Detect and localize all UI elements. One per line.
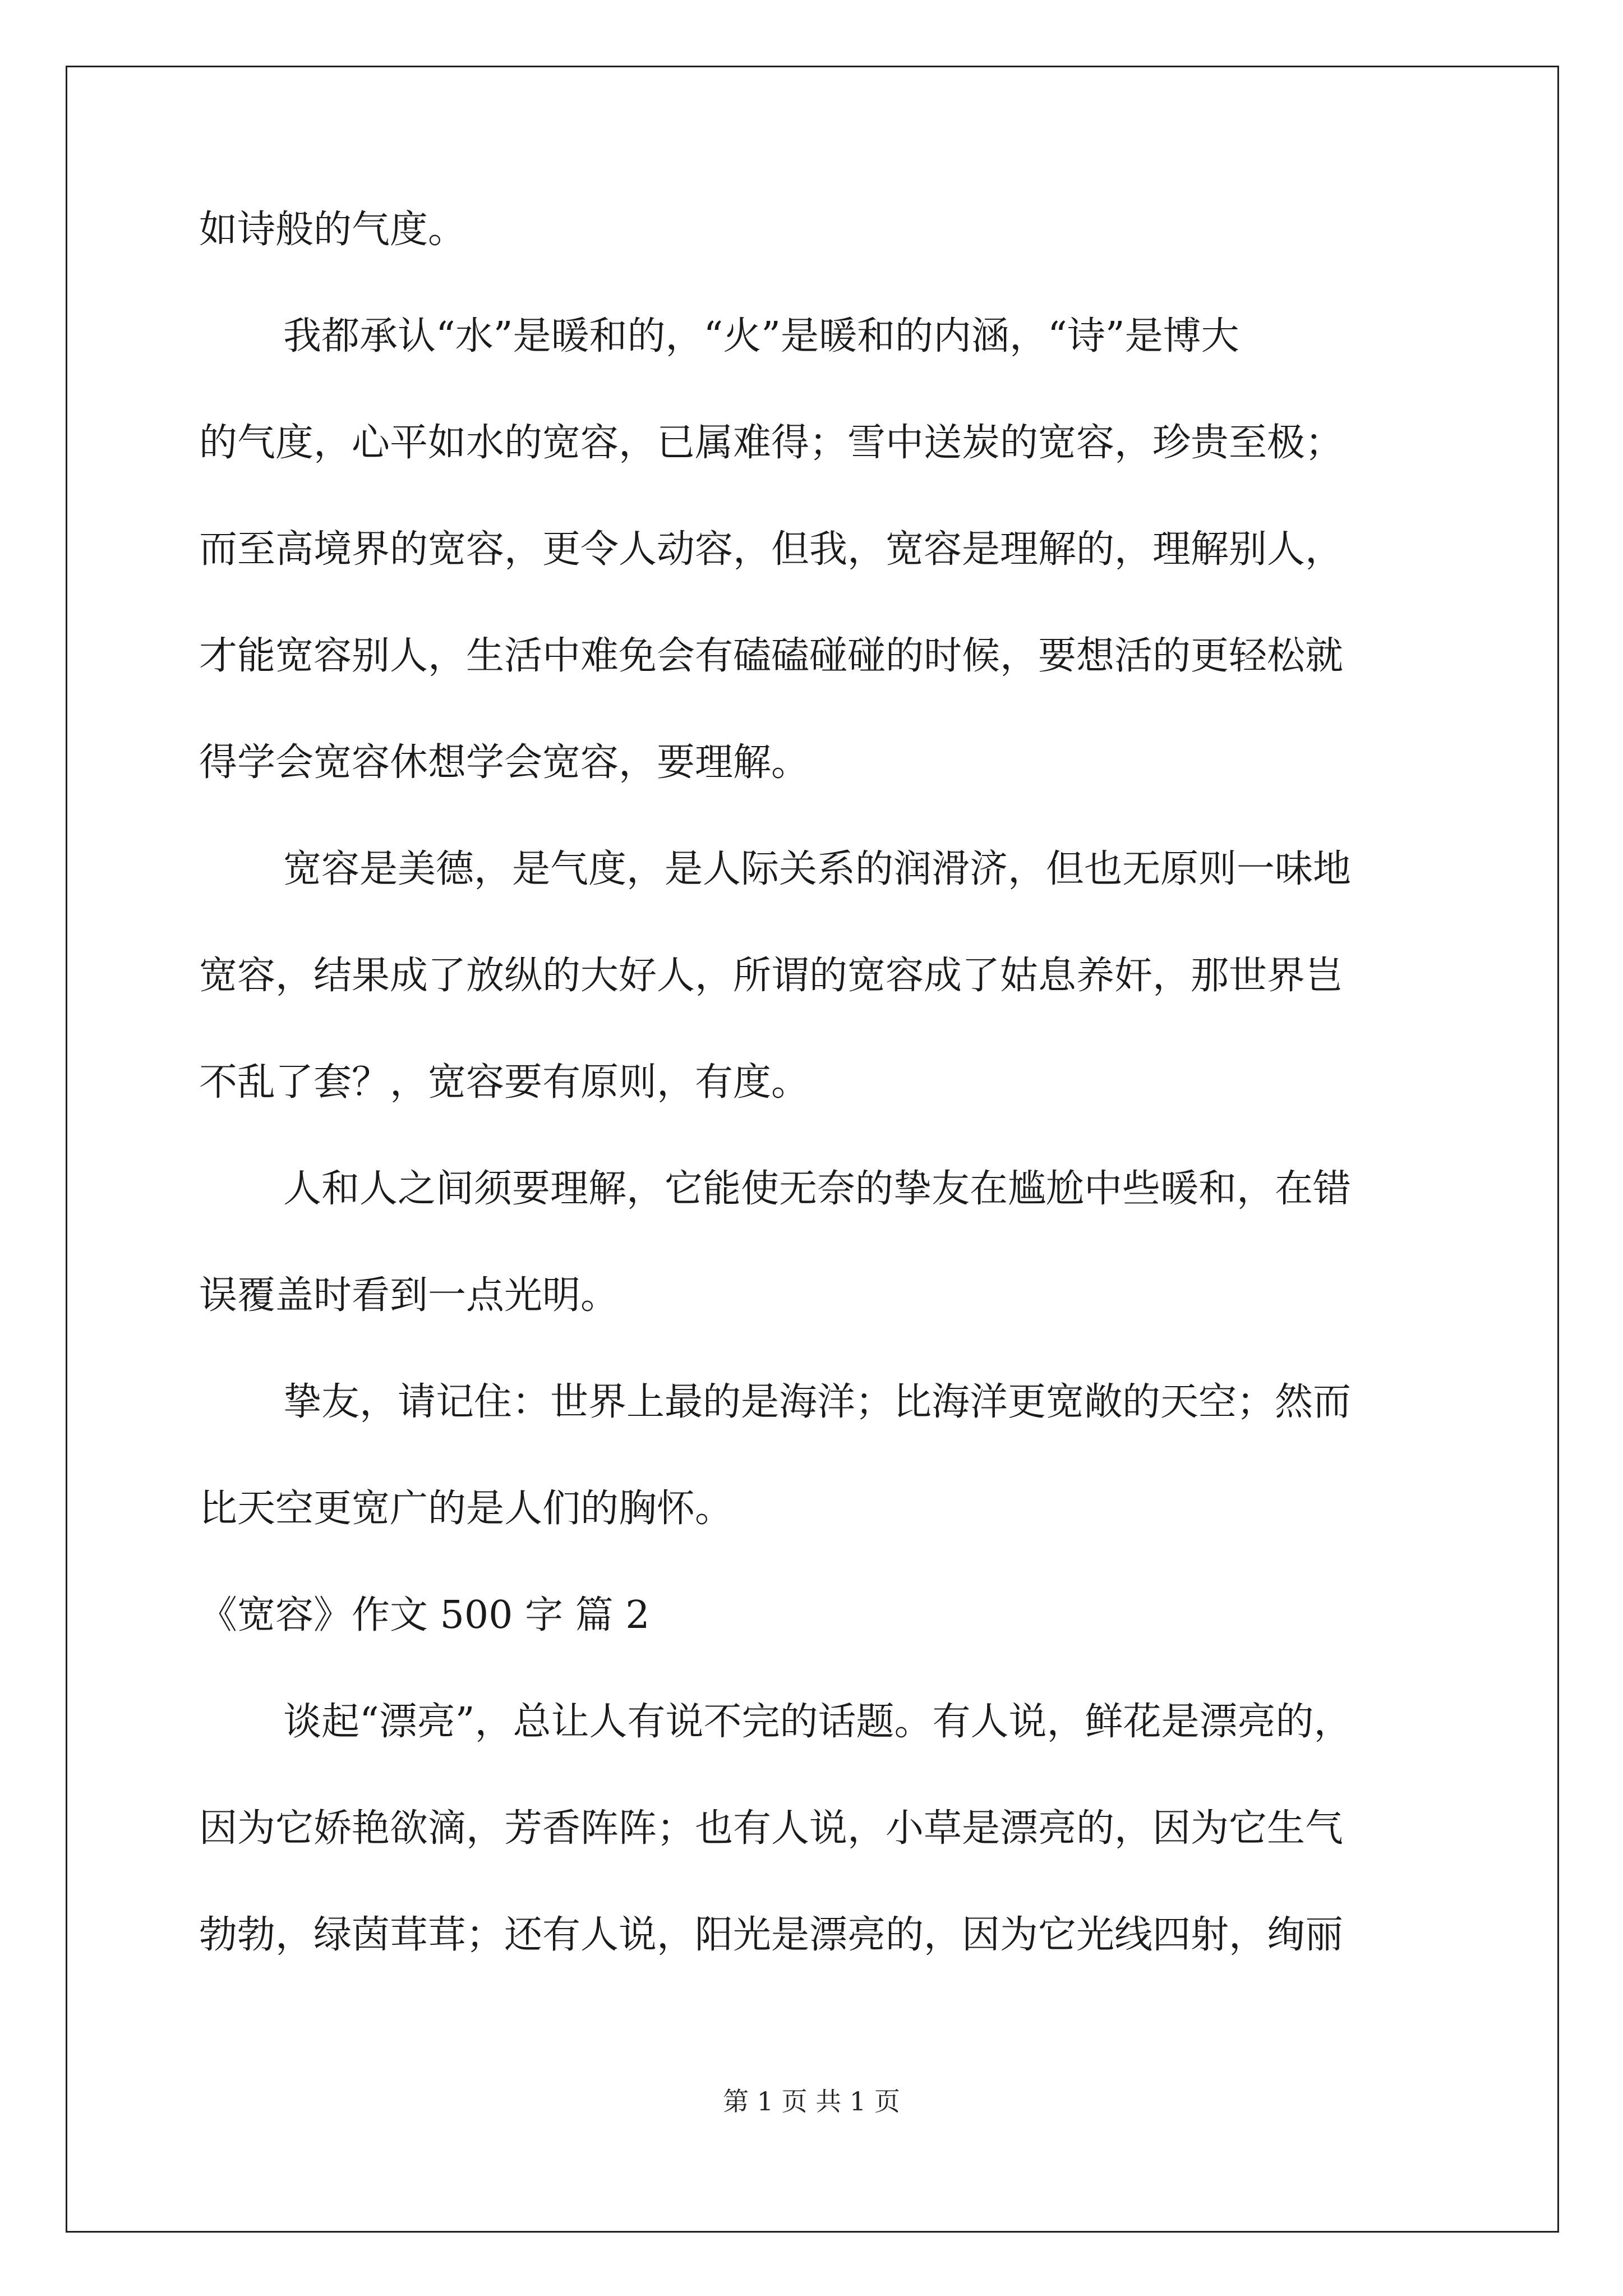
text-line: 因为它娇艳欲滴，芳香阵阵；也有人说，小草是漂亮的，因为它生气 bbox=[199, 1806, 1344, 1851]
paragraph-first-line: 宽容是美德，是气度，是人际关系的润滑济，但也无原则一味地 bbox=[283, 847, 1352, 891]
text-line: 比天空更宽广的是人们的胸怀。 bbox=[199, 1487, 734, 1531]
text-line: 得学会宽容休想学会宽容，要理解。 bbox=[199, 740, 810, 785]
text-line: 勃勃，绿茵茸茸；还有人说，阳光是漂亮的，因为它光线四射，绚丽 bbox=[199, 1913, 1344, 1957]
text-line: 而至高境界的宽容，更令人动容，但我，宽容是理解的，理解别人， bbox=[199, 527, 1344, 572]
text-line: 误覆盖时看到一点光明。 bbox=[199, 1273, 619, 1318]
text-line: 的气度，心平如水的宽容，已属难得；雪中送炭的宽容，珍贵至极； bbox=[199, 421, 1344, 465]
text-line: 宽容，结果成了放纵的大好人，所谓的宽容成了姑息养奸，那世界岂 bbox=[199, 954, 1344, 998]
page-footer: 第 1 页 共 1 页 bbox=[723, 2086, 900, 2116]
paragraph-first-line: 谈起“漂亮”，总让人有说不完的话题。有人说，鲜花是漂亮的， bbox=[283, 1700, 1352, 1744]
paragraph-first-line: 挚友，请记住：世界上最的是海洋；比海洋更宽敞的天空；然而 bbox=[283, 1380, 1352, 1424]
paragraph-first-line: 我都承认“水”是暖和的，“火”是暖和的内涵，“诗”是博大 bbox=[283, 314, 1239, 358]
section-heading: 《宽容》作文 500 字 篇 2 bbox=[199, 1593, 650, 1637]
page-border bbox=[66, 66, 1559, 2233]
text-line: 才能宽容别人，生活中难免会有磕磕碰碰的时候，要想活的更轻松就 bbox=[199, 634, 1344, 678]
text-line: 如诗般的气度。 bbox=[199, 208, 467, 252]
text-line: 不乱了套？，宽容要有原则，有度。 bbox=[199, 1060, 810, 1105]
paragraph-first-line: 人和人之间须要理解，它能使无奈的挚友在尴尬中些暖和，在错 bbox=[283, 1167, 1352, 1211]
